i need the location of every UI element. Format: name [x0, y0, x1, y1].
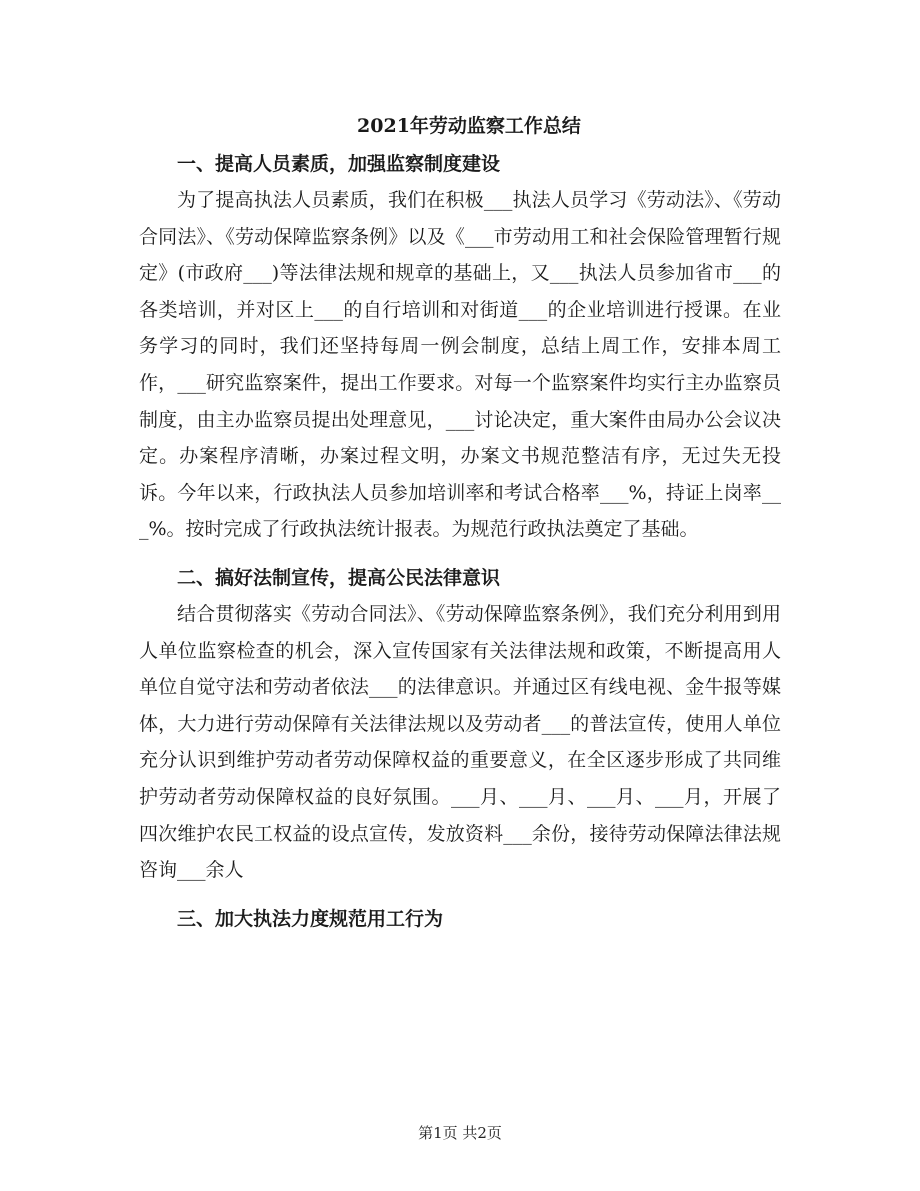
section-heading-3: 三、加大执法力度规范用工行为	[177, 907, 444, 930]
page-number-footer: 第1页 共2页	[418, 1124, 502, 1142]
section-paragraph-2: 结合贯彻落实《劳动合同法》、《劳动保障监察条例》，我们充分利用到用人单位监察检查的机会，深入宣传国家有关法律法规和政策，不断提高用人单位自觉守法和劳动者依法___的法律意识。并通过区有线电视、金牛报等媒体，大力进行劳动保障有关法律法规以及劳动者___的普法宣传，使用人单位充分认识到维护劳动者劳动保障权益的重要意义，在全区逐步形成了共同维护劳动者劳动保障权益的良好氛围。___月、___月、___月、___月，开展了四次维护农民工权益的设点宣传，发放资料___余份，接待劳动保障法律法规咨询___余人	[139, 602, 781, 882]
document-title: 2021年劳动监察工作总结	[357, 115, 581, 137]
section-heading-1: 一、提高人员素质，加强监察制度建设	[177, 153, 501, 175]
section-paragraph-1: 为了提高执法人员素质，我们在积极___执法人员学习《劳动法》、《劳动合同法》、《劳动保障监察条例》以及《___市劳动用工和社会保险管理暂行规定》(市政府___)等法律法规和规章的基础上，又___执法人员参加省市___的各类培训，并对区上___的自行培训和对街道___的企业培训进行授课。在业务学习的同时，我们还坚持每周一例会制度，总结上周工作，安排本周工作，___研究监察案件，提出工作要求。对每一个监察案件均实行主办监察员制度，由主办监察员提出处理意见，___讨论决定，重大案件由局办公会议决定。办案程序清晰，办案过程文明，办案文书规范整洁有序，无过失无投诉。今年以来，行政执法人员参加培训率和考试合格率___%，持证上岗率___%。按时完成了行政执法统计报表。为规范行政执法奠定了基础。	[139, 189, 781, 541]
section-heading-2: 二、搞好法制宣传，提高公民法律意识	[177, 566, 501, 589]
document-body	[139, 106, 781, 937]
